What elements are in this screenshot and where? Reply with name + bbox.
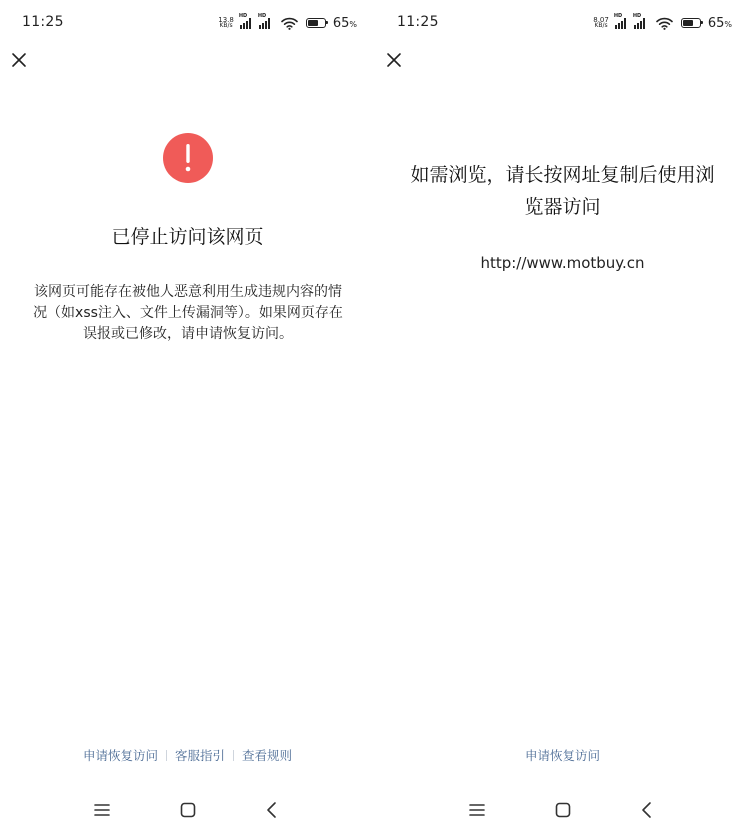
network-speed-unit: KB/s	[219, 22, 233, 29]
status-indicators	[593, 14, 732, 32]
network-speed	[593, 17, 609, 29]
alert-icon	[163, 133, 213, 183]
home-button[interactable]	[551, 798, 575, 822]
network-speed-value: 13.8	[218, 16, 234, 24]
hd-label: HD	[257, 13, 267, 19]
link-divider	[233, 750, 234, 761]
hd-label: HD	[238, 13, 248, 19]
request-restore-link[interactable]: 申请恢复访问	[524, 748, 600, 763]
menu-icon	[468, 803, 486, 817]
network-speed-unit: KB/s	[594, 22, 608, 29]
battery-icon	[681, 18, 701, 28]
menu-icon	[93, 803, 111, 817]
home-button[interactable]	[176, 798, 200, 822]
status-indicators	[218, 14, 357, 32]
status-time: 11:25	[22, 14, 64, 30]
battery-percent-unit: %	[349, 19, 357, 29]
signal-icon	[632, 13, 648, 29]
page-title: 已停止访问该网页	[111, 226, 264, 248]
wifi-icon	[656, 17, 673, 30]
battery-percent-value: 65	[707, 15, 725, 31]
battery-percent-unit: %	[724, 19, 732, 29]
footer-links	[0, 746, 375, 764]
back-icon	[265, 801, 279, 819]
signal-icon	[238, 13, 254, 29]
wifi-icon	[281, 17, 298, 30]
view-rules-link[interactable]: 查看规则	[242, 748, 293, 763]
battery-percent	[708, 16, 732, 31]
battery-percent-value: 65	[332, 15, 350, 31]
support-guide-link[interactable]: 客服指引	[174, 748, 225, 763]
browse-hint-text: 如需浏览，请长按网址复制后使用浏览器访问	[410, 164, 715, 218]
hd-label: HD	[632, 13, 642, 19]
home-icon	[179, 801, 197, 819]
navigation-bar	[375, 796, 750, 824]
page-url[interactable]: http://www.motbuy.cn	[480, 254, 645, 272]
battery-icon	[306, 18, 326, 28]
browse-hint-screen	[375, 0, 750, 834]
status-time: 11:25	[397, 14, 439, 30]
close-icon	[386, 52, 402, 68]
signal-icon	[613, 13, 629, 29]
menu-button[interactable]	[465, 798, 489, 822]
back-icon	[640, 801, 654, 819]
close-button[interactable]	[384, 50, 404, 70]
back-button[interactable]	[635, 798, 659, 822]
footer-links	[375, 746, 750, 764]
exclamation-icon	[183, 143, 193, 173]
page-description: 该网页可能存在被他人恶意利用生成违规内容的情况（如xss注入、文件上传漏洞等）。如果网页存在误报或已修改，请申请恢复访问。	[33, 284, 343, 342]
navigation-bar	[0, 796, 375, 824]
close-button[interactable]	[9, 50, 29, 70]
home-icon	[554, 801, 572, 819]
menu-button[interactable]	[90, 798, 114, 822]
close-icon	[11, 52, 27, 68]
network-speed-value: 8.07	[593, 16, 609, 24]
link-divider	[166, 750, 167, 761]
network-speed	[218, 17, 234, 29]
status-bar	[375, 0, 750, 44]
status-bar	[0, 0, 375, 44]
battery-percent	[333, 16, 357, 31]
hd-label: HD	[613, 13, 623, 19]
signal-icon	[257, 13, 273, 29]
request-restore-link[interactable]: 申请恢复访问	[82, 748, 158, 763]
back-button[interactable]	[260, 798, 284, 822]
